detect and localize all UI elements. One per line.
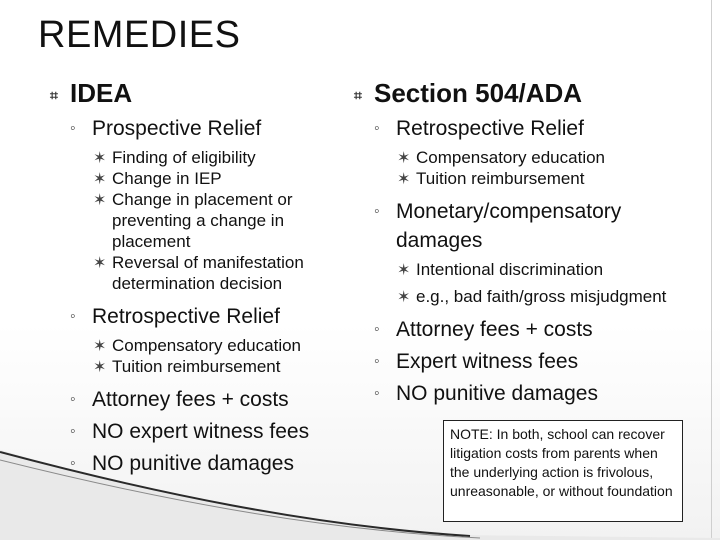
circle-bullet-icon: ◦ <box>70 120 76 137</box>
heading-bullet-icon: ⌗ <box>50 87 58 103</box>
section504-heading <box>354 78 704 108</box>
list-item: ✶ e.g., bad faith/gross misjudgment <box>397 287 667 306</box>
circle-bullet-icon: ◦ <box>70 455 76 472</box>
list-item: ✶ Change in placement or preventing a change in placement <box>93 190 293 251</box>
swirl-bullet-icon: ✶ <box>93 192 107 209</box>
section504-heading-label: Section 504/ADA <box>374 78 583 108</box>
circle-bullet-icon: ◦ <box>374 203 380 220</box>
section-label: Retrospective Relief <box>396 117 584 140</box>
list-item: ✶ Intentional discrimination <box>397 260 604 279</box>
list-item: ✶ Tuition reimbursement <box>397 169 585 188</box>
circle-bullet-icon: ◦ <box>70 391 76 408</box>
list-item: ◦ Attorney fees + costs <box>50 385 360 414</box>
swirl-bullet-icon: ✶ <box>93 359 107 376</box>
swirl-bullet-icon: ✶ <box>397 171 411 188</box>
heading-bullet-icon: ⌗ <box>354 87 362 103</box>
section504-column <box>354 78 704 408</box>
swirl-bullet-icon: ✶ <box>397 262 411 279</box>
circle-bullet-icon: ◦ <box>374 353 380 370</box>
list-item: ✶ Finding of eligibility <box>93 148 256 167</box>
list-item: ◦ Expert witness fees <box>354 347 704 376</box>
list-item: ◦ NO punitive damages <box>354 379 704 408</box>
idea-column <box>50 78 360 478</box>
circle-bullet-icon: ◦ <box>374 120 380 137</box>
swirl-bullet-icon: ✶ <box>397 289 411 306</box>
swirl-bullet-icon: ✶ <box>93 150 107 167</box>
swirl-bullet-icon: ✶ <box>93 255 107 272</box>
section-label: Prospective Relief <box>92 117 262 140</box>
list-item: ✶ Reversal of manifestation determination decision <box>93 253 304 293</box>
swirl-bullet-icon: ✶ <box>93 338 107 355</box>
list-item: ✶ Tuition reimbursement <box>93 357 281 376</box>
list-item: ◦ NO punitive damages <box>50 449 360 478</box>
list-item: ✶ Compensatory education <box>93 336 302 355</box>
section-label: Monetary/compensatory damages <box>396 200 622 252</box>
circle-bullet-icon: ◦ <box>70 308 76 325</box>
note-box: NOTE: In both, school can recover litigation costs from parents when the underlying action is frivolous, unreasonable, or without foundation <box>443 420 683 522</box>
idea-retrospective-relief <box>50 302 360 331</box>
swirl-bullet-icon: ✶ <box>93 171 107 188</box>
list-item: ✶ Change in IEP <box>93 169 222 188</box>
swirl-bullet-icon: ✶ <box>397 150 411 167</box>
slide-title: REMEDIES <box>38 14 241 56</box>
section504-retrospective-relief <box>354 114 704 143</box>
idea-heading-label: IDEA <box>70 78 133 108</box>
circle-bullet-icon: ◦ <box>70 423 76 440</box>
idea-heading <box>50 78 360 108</box>
section504-monetary-damages <box>354 197 704 255</box>
list-item: ✶ Compensatory education <box>397 148 606 167</box>
list-item: ◦ Attorney fees + costs <box>354 315 704 344</box>
circle-bullet-icon: ◦ <box>374 321 380 338</box>
circle-bullet-icon: ◦ <box>374 385 380 402</box>
section-label: Retrospective Relief <box>92 305 280 328</box>
list-item: ◦ NO expert witness fees <box>50 417 360 446</box>
idea-prospective-relief <box>50 114 360 143</box>
